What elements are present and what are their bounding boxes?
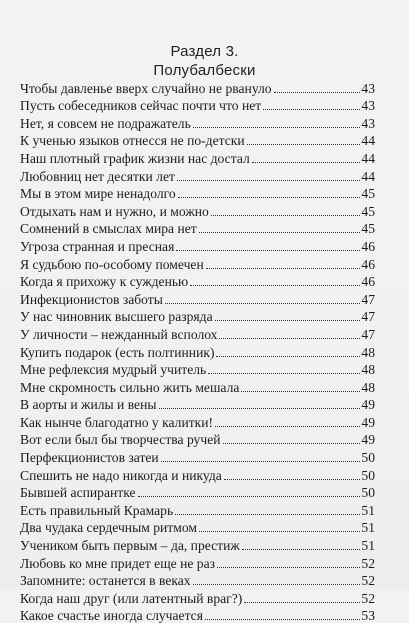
dot-leader [193,126,361,128]
toc-entry [20,377,375,395]
dot-leader [206,267,361,269]
dot-leader [223,442,361,444]
toc-entry-title: Мы в этом мире ненадолго [20,186,176,202]
toc-entry-title: Как нынче благодатно у калитки! [20,414,214,430]
toc-entry-title: Любовниц нет десятки лет [20,168,175,184]
toc-entry [20,148,375,166]
toc-entry-title: Пусть собеседников сейчас почти что нет [20,98,262,114]
toc-entry-page: 43 [361,115,375,131]
toc-entry [20,113,375,131]
dot-leader [176,249,360,251]
toc-entry-title: Запомните: останется в веках [20,573,191,589]
toc-entry-title: Я судьбою по-особому помечен [20,256,204,272]
toc-entry-page: 49 [361,414,375,430]
toc-entry-page: 51 [361,502,375,518]
dot-leader [244,601,360,603]
dot-leader [274,91,361,93]
toc-entry [20,535,375,553]
dot-leader [217,566,360,568]
toc-entry [20,588,375,606]
table-of-contents [20,78,375,623]
dot-leader [159,407,361,409]
toc-entry-title: Мне рефлексия мудрый учитель [20,362,207,378]
toc-entry-page: 45 [361,221,375,237]
toc-entry-title: К ученью языков отнесся не по-детски [20,133,245,149]
dot-leader [224,478,361,480]
section-title: Полубалбески [153,62,256,79]
toc-entry [20,96,375,114]
toc-entry-title: Когда я прихожу к сужденью [20,274,189,290]
dot-leader [242,548,361,550]
dot-leader [219,337,360,339]
toc-entry-page: 43 [361,80,375,96]
toc-entry [20,219,375,237]
toc-entry-page: 52 [361,573,375,589]
toc-entry-title: Наш плотный график жизни нас достал [20,150,250,166]
dot-leader [216,355,360,357]
section-header [0,42,409,80]
toc-entry-title: Нет, я совсем не подражатель [20,115,191,131]
toc-entry-title: У личности – нежданный всполох [20,326,218,342]
toc-entry-page: 44 [361,133,375,149]
dot-leader [215,425,360,427]
toc-entry-page: 47 [361,309,375,325]
toc-entry-page: 46 [361,256,375,272]
toc-entry [20,78,375,96]
dot-leader [165,302,361,304]
toc-entry [20,254,375,272]
toc-entry-title: Угроза странная и пресная [20,238,175,254]
toc-entry-title: У нас чиновник высшего разряда [20,309,213,325]
dot-leader [263,108,360,110]
dot-leader [252,161,361,163]
toc-entry-title: В аорты и жилы и вены [20,397,157,413]
dot-leader [199,231,361,233]
toc-entry-page: 44 [361,150,375,166]
toc-entry-page: 51 [361,520,375,536]
toc-entry-title: Сомнений в смыслах мира нет [20,221,197,237]
dot-leader [205,618,360,620]
toc-entry-title: Вот если был бы творчества ручей [20,432,221,448]
toc-entry [20,606,375,623]
toc-entry-page: 50 [361,485,375,501]
toc-entry-page: 48 [361,344,375,360]
toc-entry [20,184,375,202]
toc-entry [20,571,375,589]
toc-entry [20,553,375,571]
toc-entry-title: Когда наш друг (или латентный враг?) [20,590,243,606]
dot-leader [193,583,361,585]
dot-leader [177,179,360,181]
toc-entry-page: 50 [361,467,375,483]
toc-entry [20,342,375,360]
toc-entry [20,236,375,254]
toc-entry-page: 47 [361,326,375,342]
dot-leader [208,372,360,374]
toc-entry-page: 53 [361,608,375,623]
toc-entry [20,483,375,501]
toc-entry-page: 49 [361,432,375,448]
toc-entry-page: 51 [361,538,375,554]
dot-leader [199,530,360,532]
toc-entry [20,307,375,325]
toc-entry [20,289,375,307]
toc-entry [20,465,375,483]
toc-entry-title: Любовь ко мне придет еще не раз [20,555,215,571]
dot-leader [247,143,361,145]
toc-entry-page: 45 [361,186,375,202]
toc-entry [20,447,375,465]
toc-entry [20,201,375,219]
toc-entry-title: Спешить не надо никогда и никуда [20,467,222,483]
toc-entry-title: Есть правильный Крамарь [20,502,174,518]
toc-entry [20,131,375,149]
toc-entry [20,518,375,536]
toc-entry-page: 43 [361,98,375,114]
toc-entry [20,166,375,184]
dot-leader [161,460,361,462]
dot-leader [138,495,361,497]
toc-entry-page: 52 [361,590,375,606]
toc-entry-page: 46 [361,238,375,254]
toc-entry-title: Отдыхать нам и нужно, и можно [20,203,209,219]
toc-entry [20,324,375,342]
dot-leader [178,196,361,198]
toc-entry [20,412,375,430]
dot-leader [215,319,361,321]
dot-leader [241,390,360,392]
toc-entry-page: 52 [361,555,375,571]
toc-entry-page: 49 [361,397,375,413]
toc-entry-title: Бывшей аспирантке [20,485,136,501]
toc-entry-page: 50 [361,450,375,466]
toc-entry [20,395,375,413]
toc-entry [20,500,375,518]
toc-entry-page: 47 [361,291,375,307]
toc-entry-title: Чтобы давленье вверх случайно не рвануло [20,80,272,96]
toc-entry-page: 48 [361,379,375,395]
toc-entry-title: Перфекционистов затеи [20,450,159,466]
toc-entry-page: 46 [361,274,375,290]
section-label: Раздел 3. [170,43,239,60]
dot-leader [175,513,360,515]
dot-leader [211,214,361,216]
toc-entry-page: 44 [361,168,375,184]
toc-entry-page: 48 [361,362,375,378]
toc-entry-title: Мне скромность сильно жить мешала [20,379,240,395]
toc-entry [20,430,375,448]
toc-entry-title: Какое счастье иногда случается [20,608,203,623]
toc-entry-title: Два чудака сердечным ритмом [20,520,197,536]
toc-entry-title: Купить подарок (есть полтинник) [20,344,215,360]
toc-entry-title: Учеником быть первым – да, престиж [20,538,240,554]
dot-leader [190,284,360,286]
toc-entry [20,360,375,378]
toc-entry-title: Инфекционистов заботы [20,291,163,307]
toc-entry-page: 45 [361,203,375,219]
toc-entry [20,272,375,290]
